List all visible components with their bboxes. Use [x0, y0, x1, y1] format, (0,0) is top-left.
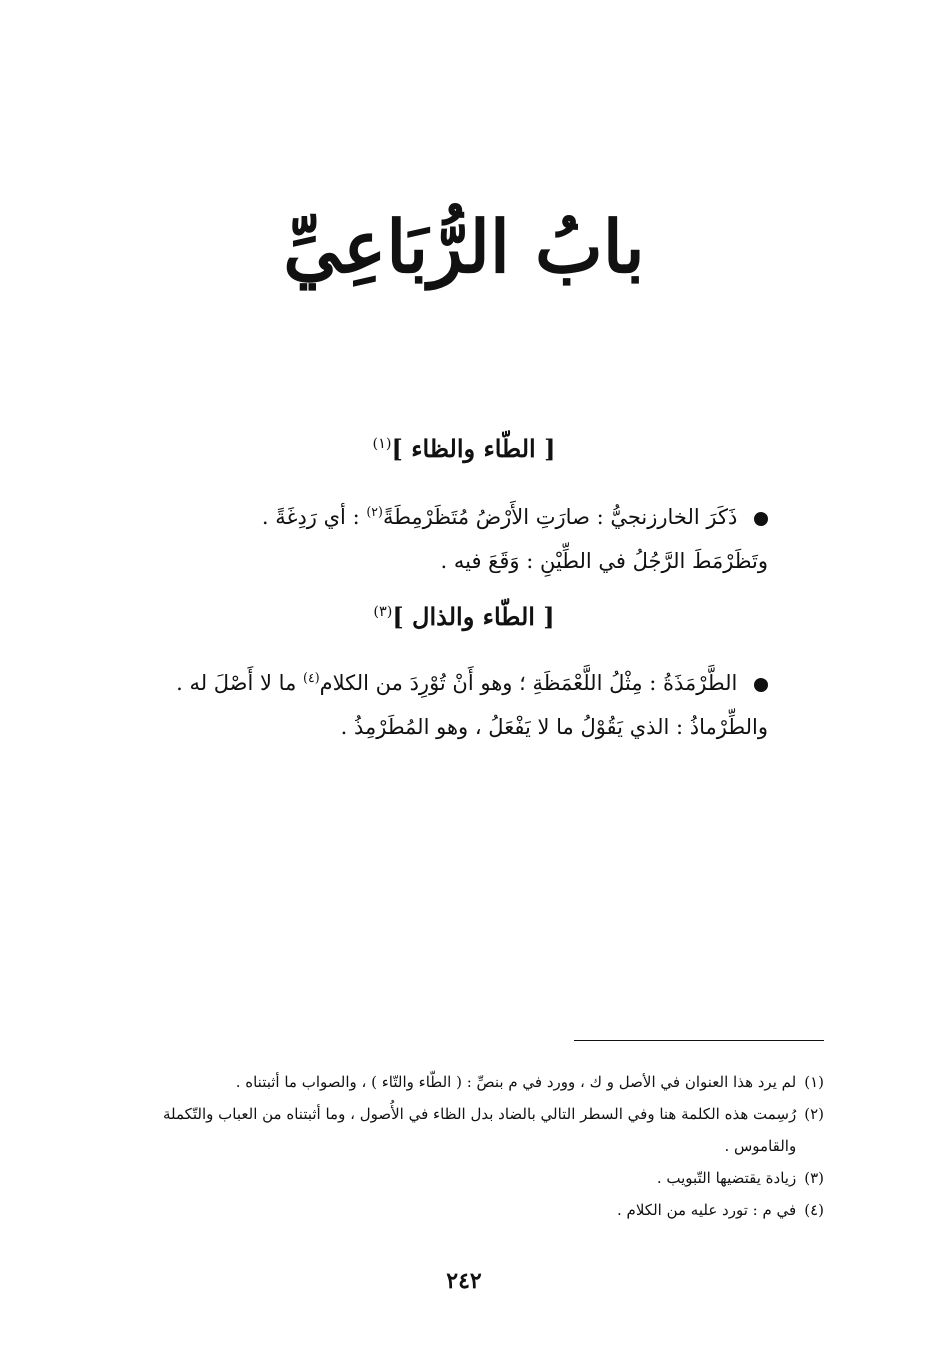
- footnote: [104, 1194, 824, 1226]
- footnote-text: لم يرد هذا العنوان في الأصل و ك ، وورد في م بنصِّ : ( الطّاء والتّاء ) ، والصواب ما أثبتناه .: [235, 1073, 797, 1091]
- dictionary-entry: [128, 656, 768, 749]
- entry-text: ذَكَرَ الخارزنجيُّ : صارَتِ الأَرْضُ مُتَظَرْمِطَةً: [382, 505, 738, 529]
- entry-line: [128, 656, 768, 705]
- entry-text: : أي رَدِغَةً .: [261, 505, 360, 529]
- footnote-text: في م : تورد عليه من الكلام .: [617, 1201, 797, 1219]
- footnote: [104, 1098, 824, 1162]
- bullet-icon: [754, 512, 768, 526]
- footnote: [104, 1162, 824, 1194]
- footnote-number: (١): [804, 1073, 824, 1091]
- section-heading-text: [ الطّاء والذال ]: [392, 602, 555, 631]
- entry-text: الطَّرْمَذَةُ : مِثْلُ اللَّعْمَظَةِ ؛ وهو أَنْ تُوْرِدَ من الكلام: [319, 671, 738, 695]
- entry-line: وتَظَرْمَطَ الرَّجُلُ في الطِّيْنِ : وَقَعَ فيه .: [440, 549, 768, 573]
- entry-line: والطِّرْماذُ : الذي يَقُوْلُ ما لا يَفْعَلُ ، وهو المُطَرْمِذُ .: [340, 715, 768, 739]
- footnote-divider: [574, 1040, 824, 1041]
- footnote-ref: (٣): [373, 604, 393, 620]
- footnote: [104, 1066, 824, 1098]
- footnote-text: زيادة يقتضيها التّبويب .: [656, 1169, 797, 1187]
- section-heading-text: [ الطّاء والظاء ]: [391, 434, 556, 463]
- footnote-ref: (١): [372, 436, 392, 452]
- footnote-number: (٢): [804, 1105, 824, 1123]
- section-heading-ta-dhal: [0, 600, 928, 634]
- page-number: ٢٤٢: [446, 1268, 482, 1294]
- footnote-text: رُسِمت هذه الكلمة هنا وفي السطر التالي بالضاد بدل الظاء في الأُصول ، وما أثبتناه من العباب والتّكملة والقاموس .: [162, 1105, 797, 1155]
- section-heading-ta-za: [0, 432, 928, 466]
- footnote-ref: (٤): [303, 670, 320, 685]
- bullet-icon: [754, 678, 768, 692]
- chapter-title: بابُ الرُّبَاعِيِّ: [283, 204, 645, 289]
- entry-line: [128, 490, 768, 539]
- dictionary-entry: [128, 490, 768, 583]
- footnote-ref: (٢): [366, 504, 383, 519]
- footnote-number: (٤): [804, 1201, 824, 1219]
- footnote-number: (٣): [804, 1169, 824, 1187]
- entry-text: ما لا أَصْلَ له .: [176, 671, 297, 695]
- footnotes-list: [104, 1066, 824, 1226]
